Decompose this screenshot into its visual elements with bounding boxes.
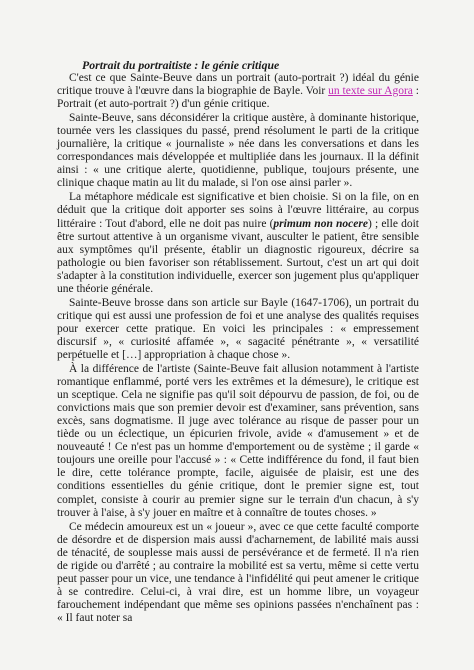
- paragraph-1: [57, 72, 419, 111]
- agora-text-link[interactable]: un texte sur Agora: [328, 85, 413, 98]
- paragraph-4: Sainte-Beuve brosse dans son article sur Bayle (1647-1706), un portrait du critique qui est aussi une profession de foi et une analyse des qualités requises pour exercer cette pratique. En voici les principales : « empressement discursif », « curiosité affamée », « sagacité pénétrante », « versatilité perpétuelle et […] appropriation à chaque chose ».: [57, 296, 419, 361]
- paragraph-1-text: C'est ce que Sainte-Beuve dans un portrait (auto-portrait ?) idéal du génie critique trouve à l'œuvre dans la biographie de Bayle. Voir: [57, 72, 419, 98]
- paragraph-5: À la différence de l'artiste (Sainte-Beuve fait allusion notamment à l'artiste romantique enflammé, porté vers les extrêmes et la démesure), le critique est un sceptique. Cela ne signifie pas qu'il soit dépourvu de passion, de foi, ou de convictions mais que son premier devoir est d'examiner, sans prévention, sans excès, sans dogmatisme. Il juge avec tolérance au risque de passer pour un tiède ou un éclectique, un épicurien frivole, avide « d'amusement » et de nouveauté ! Ce n'est pas un homme d'emportement ou de système ; il garde « toujours une oreille pour l'accusé » : « Cette indifférence du fond, il faut bien le dire, cette tolérance prompte, facile, aiguisée de plaisir, est une des conditions essentielles du génie critique, dont le premier signe est, tout complet, consiste à courir au premier signe sur le terrain d'un chacun, à s'y trouver à l'aise, à s'y jouer en maître et à connaître de toutes choses. »: [57, 363, 419, 519]
- paragraph-6: Ce médecin amoureux est un « joueur », avec ce que cette faculté comporte de désordre et de dispersion mais aussi d'acharnement, de labilité mais aussi de ténacité, de souplesse mais aussi de persévérance et de fermeté. Il n'a rien de rigide ou d'arrêté ; au contraire la mobilité est sa vertu, même si cette vertu peut passer pour un vice, une tendance à l'infidélité qui peut amener le critique à se contredire. Celui-ci, à vrai dire, est un homme libre, un voyageur farouchement indépendant que même ses opinions passées n'enchaînent pas : « Il faut noter sa: [57, 520, 419, 624]
- paragraph-3-tail: ) ; elle doit être surtout attentive à un organisme vivant, ausculter le patient, être sensible aux symptômes qu'il présente, établir un diagnostic rigoureux, décrire sa pathologie ou bien favoriser son rétablissement. Surtout, c'est un art qui doit s'adapter à la constitution individuelle, exercer son jugement plus qu'appliquer une théorie générale.: [57, 217, 419, 295]
- article-title: Portrait du portraitiste : le génie critique: [82, 58, 280, 72]
- latin-phrase: primum non nocere: [273, 217, 368, 230]
- paragraph-3: [57, 191, 419, 295]
- article-body: [57, 58, 419, 626]
- paragraph-1-tail: : Portrait (et auto-portrait ?) d'un génie critique.: [57, 85, 419, 111]
- paragraph-2: Sainte-Beuve, sans déconsidérer la critique austère, à dominante historique, tournée vers les classiques du passé, prend résolument le parti de la critique journalière, la critique « journaliste » née dans les conversations et dans les correspondances mais développée et multipliée dans les journaux. Il la définit ainsi : « une critique alerte, quotidienne, publique, toujours présente, une clinique chaque matin au lit du malade, si l'on ose ainsi parler ».: [57, 112, 419, 190]
- paragraph-3-text: La métaphore médicale est significative et bien choisie. Si on la file, on en déduit que la critique doit apporter ses soins à l'œuvre littéraire, au corpus littéraire : Tout d'abord, elle ne doit pas nuire (: [57, 191, 419, 230]
